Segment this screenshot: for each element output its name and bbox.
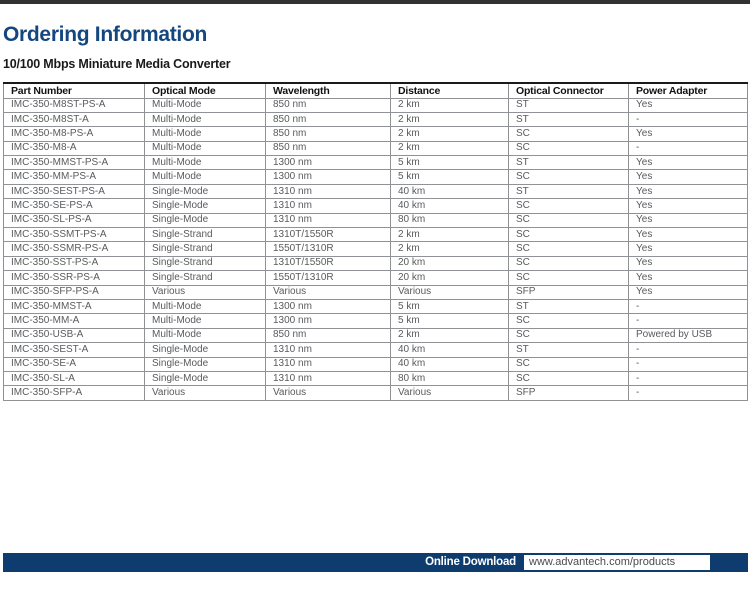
table-cell: - (629, 141, 748, 155)
table-row (4, 285, 748, 299)
table-cell: 5 km (391, 299, 509, 313)
table-cell: SC (509, 127, 629, 141)
table-cell: IMC-350-SST-PS-A (4, 256, 145, 270)
table-cell: IMC-350-SE-A (4, 357, 145, 371)
table-cell: IMC-350-SL-A (4, 371, 145, 385)
table-cell: - (629, 386, 748, 400)
table-cell: Yes (629, 127, 748, 141)
table-body (4, 98, 748, 400)
table-header-row (4, 83, 748, 98)
table-cell: SC (509, 199, 629, 213)
table-cell: IMC-350-M8ST-A (4, 112, 145, 126)
table-cell: ST (509, 299, 629, 313)
column-header: Distance (391, 83, 509, 98)
table-cell: IMC-350-MMST-A (4, 299, 145, 313)
table-cell: 40 km (391, 357, 509, 371)
table-cell: IMC-350-SSMR-PS-A (4, 242, 145, 256)
section-subtitle: 10/100 Mbps Miniature Media Converter (3, 57, 231, 71)
table-cell: IMC-350-SFP-PS-A (4, 285, 145, 299)
table-row (4, 156, 748, 170)
table-cell: Yes (629, 228, 748, 242)
column-header: Part Number (4, 83, 145, 98)
table-cell: Yes (629, 156, 748, 170)
table-cell: 2 km (391, 228, 509, 242)
table-cell: 5 km (391, 156, 509, 170)
table-row (4, 242, 748, 256)
table-cell: 40 km (391, 343, 509, 357)
table-cell: 1310 nm (266, 184, 391, 198)
table-cell: 2 km (391, 127, 509, 141)
table-cell: ST (509, 184, 629, 198)
table-cell: - (629, 112, 748, 126)
table-cell: Single-Mode (145, 213, 266, 227)
table-cell: SC (509, 228, 629, 242)
table-row (4, 98, 748, 112)
ordering-table (3, 82, 748, 401)
table-cell: IMC-350-MM-A (4, 314, 145, 328)
table-cell: IMC-350-SL-PS-A (4, 213, 145, 227)
table-cell: Various (145, 386, 266, 400)
column-header: Optical Mode (145, 83, 266, 98)
table-cell: Multi-Mode (145, 112, 266, 126)
table-cell: IMC-350-SSMT-PS-A (4, 228, 145, 242)
table-cell: 1310T/1550R (266, 256, 391, 270)
table-cell: 1310 nm (266, 213, 391, 227)
table-cell: - (629, 314, 748, 328)
table-cell: Yes (629, 213, 748, 227)
table-cell: IMC-350-SFP-A (4, 386, 145, 400)
table-cell: SC (509, 328, 629, 342)
table-row (4, 112, 748, 126)
table-row (4, 371, 748, 385)
table-cell: Single-Mode (145, 184, 266, 198)
table-cell: 850 nm (266, 127, 391, 141)
table-cell: - (629, 357, 748, 371)
table-cell: Yes (629, 199, 748, 213)
table-cell: 1310 nm (266, 199, 391, 213)
table-cell: 2 km (391, 328, 509, 342)
table-cell: Yes (629, 184, 748, 198)
table-row (4, 228, 748, 242)
table-cell: Single-Strand (145, 256, 266, 270)
table-cell: Yes (629, 170, 748, 184)
table-row (4, 271, 748, 285)
table-cell: 1300 nm (266, 299, 391, 313)
table-cell: Various (391, 285, 509, 299)
page-title: Ordering Information (3, 23, 208, 46)
table-row (4, 127, 748, 141)
table-cell: Yes (629, 285, 748, 299)
table-row (4, 386, 748, 400)
table-cell: - (629, 371, 748, 385)
table-cell: IMC-350-USB-A (4, 328, 145, 342)
table-cell: 40 km (391, 199, 509, 213)
table-cell: Multi-Mode (145, 314, 266, 328)
table-cell: 1310 nm (266, 343, 391, 357)
table-cell: 5 km (391, 170, 509, 184)
table-cell: SC (509, 242, 629, 256)
table-cell: 20 km (391, 256, 509, 270)
table-cell: Yes (629, 256, 748, 270)
table-cell: SC (509, 371, 629, 385)
table-cell: Single-Mode (145, 199, 266, 213)
table-row (4, 199, 748, 213)
table-cell: Multi-Mode (145, 328, 266, 342)
table-cell: 1550T/1310R (266, 271, 391, 285)
table-cell: Multi-Mode (145, 98, 266, 112)
table-cell: Various (266, 285, 391, 299)
table-cell: Yes (629, 98, 748, 112)
table-cell: 850 nm (266, 112, 391, 126)
table-cell: 5 km (391, 314, 509, 328)
table-cell: IMC-350-SE-PS-A (4, 199, 145, 213)
table-cell: Powered by USB (629, 328, 748, 342)
online-download-label: Online Download (425, 556, 516, 568)
table-cell: Single-Strand (145, 228, 266, 242)
table-cell: 20 km (391, 271, 509, 285)
table-cell: - (629, 343, 748, 357)
table-cell: ST (509, 112, 629, 126)
table-cell: 2 km (391, 242, 509, 256)
table-cell: Various (266, 386, 391, 400)
table-cell: Multi-Mode (145, 127, 266, 141)
table-row (4, 141, 748, 155)
table-cell: Various (391, 386, 509, 400)
table-cell: Multi-Mode (145, 299, 266, 313)
table-cell: SC (509, 256, 629, 270)
table-cell: 1300 nm (266, 170, 391, 184)
table-cell: - (629, 299, 748, 313)
table-cell: Multi-Mode (145, 170, 266, 184)
table-row (4, 314, 748, 328)
table-cell: 1300 nm (266, 314, 391, 328)
table-row (4, 328, 748, 342)
table-cell: 850 nm (266, 328, 391, 342)
table-row (4, 343, 748, 357)
column-header: Power Adapter (629, 83, 748, 98)
table-cell: Single-Strand (145, 242, 266, 256)
table-cell: IMC-350-SSR-PS-A (4, 271, 145, 285)
table-cell: IMC-350-SEST-PS-A (4, 184, 145, 198)
table-cell: Single-Mode (145, 343, 266, 357)
table-cell: SC (509, 357, 629, 371)
table-cell: Various (145, 285, 266, 299)
table-cell: SC (509, 213, 629, 227)
table-cell: 1310 nm (266, 357, 391, 371)
table-cell: Multi-Mode (145, 156, 266, 170)
table-cell: 1300 nm (266, 156, 391, 170)
table-cell: ST (509, 343, 629, 357)
table-cell: Single-Mode (145, 371, 266, 385)
table-cell: 1310 nm (266, 371, 391, 385)
table-cell: SC (509, 271, 629, 285)
table-cell: 80 km (391, 371, 509, 385)
table-cell: SC (509, 141, 629, 155)
table-row (4, 256, 748, 270)
table-row (4, 213, 748, 227)
table-cell: SFP (509, 285, 629, 299)
table-cell: ST (509, 156, 629, 170)
table-cell: 2 km (391, 112, 509, 126)
table-cell: Yes (629, 242, 748, 256)
column-header: Optical Connector (509, 83, 629, 98)
table-cell: IMC-350-MM-PS-A (4, 170, 145, 184)
table-cell: IMC-350-M8ST-PS-A (4, 98, 145, 112)
table-cell: Yes (629, 271, 748, 285)
column-header: Wavelength (266, 83, 391, 98)
table-cell: 1550T/1310R (266, 242, 391, 256)
table-cell: IMC-350-SEST-A (4, 343, 145, 357)
download-url[interactable]: www.advantech.com/products (529, 556, 676, 568)
table-cell: Single-Strand (145, 271, 266, 285)
table-cell: ST (509, 98, 629, 112)
table-cell: SFP (509, 386, 629, 400)
table-cell: Multi-Mode (145, 141, 266, 155)
top-rule-bar (0, 0, 750, 4)
table-row (4, 357, 748, 371)
table-cell: 850 nm (266, 141, 391, 155)
table-cell: 80 km (391, 213, 509, 227)
table-row (4, 170, 748, 184)
table-row (4, 299, 748, 313)
table-cell: Single-Mode (145, 357, 266, 371)
download-url-box[interactable] (524, 555, 710, 570)
table-cell: IMC-350-M8-PS-A (4, 127, 145, 141)
table-cell: SC (509, 314, 629, 328)
table-cell: 1310T/1550R (266, 228, 391, 242)
table-cell: 850 nm (266, 98, 391, 112)
table-cell: IMC-350-M8-A (4, 141, 145, 155)
table-cell: IMC-350-MMST-PS-A (4, 156, 145, 170)
table-cell: 2 km (391, 98, 509, 112)
table-row (4, 184, 748, 198)
table-cell: SC (509, 170, 629, 184)
table-cell: 2 km (391, 141, 509, 155)
table-cell: 40 km (391, 184, 509, 198)
footer-bar (3, 553, 748, 572)
